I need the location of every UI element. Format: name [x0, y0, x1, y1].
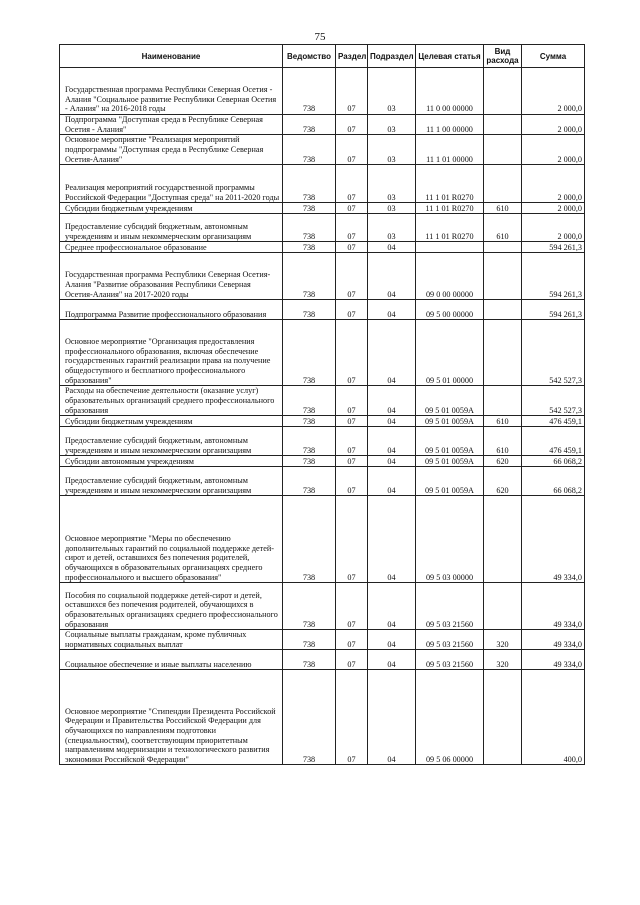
row-section: 07 — [336, 203, 368, 214]
row-target-article: 09 5 03 21560 — [416, 650, 484, 670]
row-amount: 594 261,3 — [522, 300, 585, 320]
row-amount: 49 334,0 — [522, 630, 585, 650]
table-row — [60, 427, 585, 456]
table-row — [60, 416, 585, 427]
row-amount: 2 000,0 — [522, 115, 585, 135]
row-name-text: Субсидии бюджетным учреждениям — [65, 203, 193, 213]
row-department: 738 — [283, 115, 336, 135]
table-row — [60, 467, 585, 496]
row-expense-type — [484, 165, 522, 203]
row-expense-type — [484, 670, 522, 765]
row-name-text: Предоставление субсидий бюджетным, автономным учреждениям и иным некоммерческим организациям — [65, 222, 252, 241]
row-amount: 49 334,0 — [522, 496, 585, 583]
row-amount: 49 334,0 — [522, 650, 585, 670]
row-section: 07 — [336, 670, 368, 765]
row-target-article: 11 0 00 00000 — [416, 68, 484, 115]
col-header-name: Наименование — [60, 45, 283, 68]
row-department: 738 — [283, 456, 336, 467]
row-department: 738 — [283, 300, 336, 320]
row-name-text: Субсидии бюджетным учреждениям — [65, 416, 193, 426]
row-expense-type — [484, 135, 522, 165]
row-amount: 542 527,3 — [522, 386, 585, 416]
row-subsection: 04 — [368, 456, 416, 467]
row-section: 07 — [336, 320, 368, 386]
row-subsection: 04 — [368, 427, 416, 456]
col-header-amount: Сумма — [522, 45, 585, 68]
row-amount: 400,0 — [522, 670, 585, 765]
row-subsection: 04 — [368, 253, 416, 300]
row-name-text: Предоставление субсидий бюджетным, автономным учреждениям и иным некоммерческим организациям — [65, 476, 252, 495]
row-department: 738 — [283, 583, 336, 630]
row-target-article: 09 5 03 21560 — [416, 583, 484, 630]
row-name-text: Государственная программа Республики Северная Осетия-Алания "Развитие образования Республики Северная Осетия-Алания" на 2017-2020 годы — [65, 270, 271, 299]
row-name-text: Государственная программа Республики Северная Осетия - Алания "Социальное развитие Республики Северная Осетия - Алания" на 2016-2018 годы — [65, 85, 277, 114]
row-amount: 2 000,0 — [522, 68, 585, 115]
row-department: 738 — [283, 416, 336, 427]
row-name — [60, 320, 283, 386]
row-subsection: 04 — [368, 300, 416, 320]
row-section: 07 — [336, 253, 368, 300]
row-name — [60, 242, 283, 253]
row-target-article: 11 1 01 00000 — [416, 135, 484, 165]
row-name — [60, 467, 283, 496]
budget-table — [59, 44, 585, 765]
row-amount: 542 527,3 — [522, 320, 585, 386]
row-department: 738 — [283, 203, 336, 214]
row-name — [60, 214, 283, 242]
row-expense-type: 620 — [484, 467, 522, 496]
row-subsection: 03 — [368, 68, 416, 115]
col-header-department: Ведомство — [283, 45, 336, 68]
row-subsection: 03 — [368, 165, 416, 203]
row-section: 07 — [336, 300, 368, 320]
row-expense-type — [484, 253, 522, 300]
table-row — [60, 214, 585, 242]
col-header-expense-type: Вид расхода — [484, 45, 522, 68]
row-target-article: 09 5 06 00000 — [416, 670, 484, 765]
table-row — [60, 165, 585, 203]
row-section: 07 — [336, 496, 368, 583]
row-target-article: 09 5 01 0059А — [416, 456, 484, 467]
row-name — [60, 650, 283, 670]
row-name — [60, 630, 283, 650]
row-name-text: Расходы на обеспечение деятельности (оказание услуг) образовательных организаций среднего профессионального образования — [65, 386, 275, 415]
row-amount: 476 459,1 — [522, 427, 585, 456]
row-section: 07 — [336, 115, 368, 135]
row-amount: 66 068,2 — [522, 456, 585, 467]
row-expense-type — [484, 242, 522, 253]
row-name-text: Субсидии автономным учреждениям — [65, 456, 194, 466]
row-target-article: 09 5 03 00000 — [416, 496, 484, 583]
table-row — [60, 242, 585, 253]
row-department: 738 — [283, 68, 336, 115]
table-row — [60, 115, 585, 135]
row-subsection: 03 — [368, 203, 416, 214]
row-amount: 594 261,3 — [522, 253, 585, 300]
row-department: 738 — [283, 165, 336, 203]
row-subsection: 03 — [368, 115, 416, 135]
row-name-text: Подпрограмма Развитие профессионального образования — [65, 309, 267, 319]
row-section: 07 — [336, 583, 368, 630]
row-department: 738 — [283, 467, 336, 496]
row-amount: 66 068,2 — [522, 467, 585, 496]
row-department: 738 — [283, 650, 336, 670]
table-row — [60, 386, 585, 416]
table-row — [60, 253, 585, 300]
row-expense-type — [484, 583, 522, 630]
table-body — [60, 68, 585, 765]
row-target-article: 09 5 01 0059А — [416, 427, 484, 456]
row-amount: 594 261,3 — [522, 242, 585, 253]
row-section: 07 — [336, 386, 368, 416]
row-subsection: 04 — [368, 670, 416, 765]
row-target-article: 09 5 01 0059А — [416, 416, 484, 427]
page-number: 75 — [314, 31, 326, 43]
row-subsection: 04 — [368, 583, 416, 630]
row-section: 07 — [336, 650, 368, 670]
row-subsection: 04 — [368, 650, 416, 670]
row-target-article: 11 1 00 00000 — [416, 115, 484, 135]
row-target-article: 09 5 01 0059А — [416, 386, 484, 416]
table-row — [60, 456, 585, 467]
row-name — [60, 496, 283, 583]
row-expense-type: 320 — [484, 650, 522, 670]
row-name-text: Основное мероприятие "Организация предоставления профессионального образования, включая обеспечение государственных гарантий реализации права на получение общедоступного и бесплатного профессионального образования" — [65, 337, 271, 385]
row-department: 738 — [283, 427, 336, 456]
row-name — [60, 115, 283, 135]
row-name — [60, 165, 283, 203]
row-subsection: 04 — [368, 386, 416, 416]
row-department: 738 — [283, 135, 336, 165]
row-name-text: Основное мероприятие "Меры по обеспечению дополнительных гарантий по социальной поддержке детей-сирот и детей, оставшихся без попечения родителей, обучающихся в образовательных организациях среднего профессионального и высшего образования" — [65, 534, 274, 582]
row-department: 738 — [283, 320, 336, 386]
row-expense-type — [484, 68, 522, 115]
table-row — [60, 650, 585, 670]
row-name — [60, 253, 283, 300]
col-header-subsection: Подраздел — [368, 45, 416, 68]
row-department: 738 — [283, 670, 336, 765]
row-section: 07 — [336, 214, 368, 242]
row-name-text: Пособия по социальной поддержке детей-сирот и детей, оставшихся без попечения родителей, обучающихся в образовательных организациях среднего профессионального образования — [65, 590, 278, 629]
row-department: 738 — [283, 386, 336, 416]
table-row — [60, 300, 585, 320]
table-row — [60, 496, 585, 583]
row-name — [60, 135, 283, 165]
table-row — [60, 135, 585, 165]
row-target-article: 09 5 01 00000 — [416, 320, 484, 386]
row-amount: 2 000,0 — [522, 165, 585, 203]
row-subsection: 04 — [368, 242, 416, 253]
row-section: 07 — [336, 165, 368, 203]
row-subsection: 04 — [368, 467, 416, 496]
row-section: 07 — [336, 416, 368, 427]
row-expense-type: 610 — [484, 203, 522, 214]
row-subsection: 04 — [368, 630, 416, 650]
row-subsection: 03 — [368, 135, 416, 165]
row-target-article: 11 1 01 R0270 — [416, 203, 484, 214]
row-department: 738 — [283, 214, 336, 242]
row-name-text: Среднее профессиональное образование — [65, 242, 207, 252]
row-target-article: 09 5 03 21560 — [416, 630, 484, 650]
row-target-article: 11 1 01 R0270 — [416, 165, 484, 203]
row-department: 738 — [283, 253, 336, 300]
row-name — [60, 386, 283, 416]
row-expense-type — [484, 300, 522, 320]
row-amount: 476 459,1 — [522, 416, 585, 427]
row-target-article — [416, 242, 484, 253]
row-section: 07 — [336, 135, 368, 165]
row-section: 07 — [336, 427, 368, 456]
row-expense-type — [484, 320, 522, 386]
row-target-article: 09 0 00 00000 — [416, 253, 484, 300]
table-row — [60, 320, 585, 386]
row-name — [60, 670, 283, 765]
row-expense-type — [484, 496, 522, 583]
row-subsection: 04 — [368, 320, 416, 386]
row-name — [60, 68, 283, 115]
row-amount: 2 000,0 — [522, 214, 585, 242]
row-name — [60, 416, 283, 427]
table-row — [60, 583, 585, 630]
row-department: 738 — [283, 242, 336, 253]
row-target-article: 09 5 00 00000 — [416, 300, 484, 320]
table-row — [60, 630, 585, 650]
row-name-text: Социальные выплаты гражданам, кроме публичных нормативных социальных выплат — [65, 630, 247, 649]
row-name — [60, 203, 283, 214]
row-expense-type: 620 — [484, 456, 522, 467]
row-expense-type: 610 — [484, 416, 522, 427]
row-name-text: Реализация мероприятий государственной программы Российской Федерации "Доступная среда" на 2011-2020 годы — [65, 183, 280, 202]
col-header-target-article: Целевая статья — [416, 45, 484, 68]
row-amount: 49 334,0 — [522, 583, 585, 630]
row-section: 07 — [336, 467, 368, 496]
row-subsection: 03 — [368, 214, 416, 242]
row-section: 07 — [336, 630, 368, 650]
row-expense-type — [484, 386, 522, 416]
row-department: 738 — [283, 630, 336, 650]
row-name — [60, 427, 283, 456]
table-row — [60, 203, 585, 214]
row-subsection: 04 — [368, 416, 416, 427]
row-target-article: 11 1 01 R0270 — [416, 214, 484, 242]
row-section: 07 — [336, 68, 368, 115]
row-amount: 2 000,0 — [522, 135, 585, 165]
table-row — [60, 670, 585, 765]
table-header-row — [60, 45, 585, 68]
row-subsection: 04 — [368, 496, 416, 583]
row-section: 07 — [336, 456, 368, 467]
row-expense-type: 320 — [484, 630, 522, 650]
row-department: 738 — [283, 496, 336, 583]
row-expense-type: 610 — [484, 214, 522, 242]
row-name — [60, 583, 283, 630]
row-name — [60, 456, 283, 467]
row-expense-type: 610 — [484, 427, 522, 456]
row-section: 07 — [336, 242, 368, 253]
row-name-text: Основное мероприятие "Стипендии Президента Российской Федерации и Правительства Российской Федерации для обучающихся по направлениям подготовки (специальностям), соответствующим приоритетным направлениям модернизации и технологического развития экономики Российской Федерации" — [65, 706, 276, 764]
col-header-section: Раздел — [336, 45, 368, 68]
row-name-text: Предоставление субсидий бюджетным, автономным учреждениям и иным некоммерческим организациям — [65, 436, 252, 455]
row-expense-type — [484, 115, 522, 135]
row-name — [60, 300, 283, 320]
row-amount: 2 000,0 — [522, 203, 585, 214]
table-row — [60, 68, 585, 115]
row-name-text: Социальное обеспечение и иные выплаты населению — [65, 659, 252, 669]
row-name-text: Подпрограмма "Доступная среда в Республике Северная Осетия - Алания" — [65, 115, 263, 134]
row-name-text: Основное мероприятие "Реализация мероприятий подпрограммы "Доступная среда в Республике Северная Осетия-Алания" — [65, 135, 264, 164]
row-target-article: 09 5 01 0059А — [416, 467, 484, 496]
